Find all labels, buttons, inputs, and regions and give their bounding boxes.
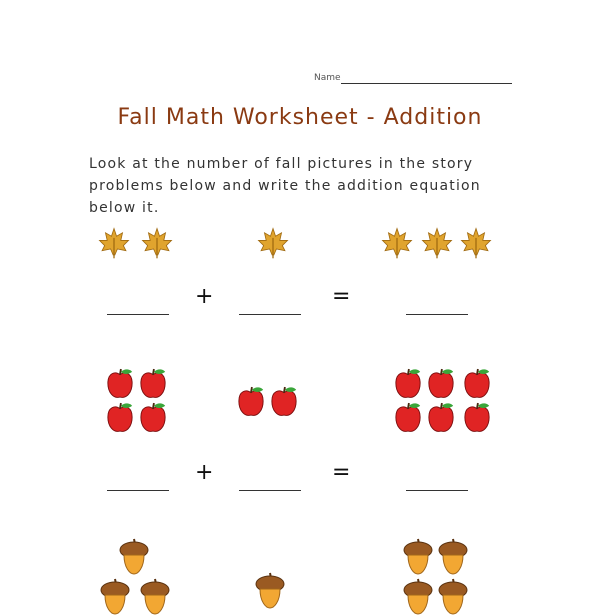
- plus-sign: +: [195, 284, 214, 309]
- apple-icon: [394, 401, 422, 435]
- acorn-icon: [437, 538, 469, 576]
- name-field[interactable]: [314, 73, 514, 87]
- name-line[interactable]: [341, 83, 512, 84]
- apple-icon: [237, 385, 265, 419]
- answer-blank[interactable]: [406, 314, 468, 315]
- answer-blank[interactable]: [239, 314, 301, 315]
- answer-blank[interactable]: [239, 490, 301, 491]
- apple-icon: [106, 401, 134, 435]
- apple-icon: [106, 367, 134, 401]
- answer-blank[interactable]: [107, 314, 169, 315]
- acorn-icon: [139, 578, 171, 616]
- equals-sign: =: [332, 284, 351, 309]
- maple-leaf-icon: [256, 226, 290, 260]
- acorn-icon: [402, 538, 434, 576]
- maple-leaf-icon: [459, 226, 493, 260]
- apple-icon: [139, 401, 167, 435]
- apple-icon: [270, 385, 298, 419]
- apple-icon: [139, 367, 167, 401]
- acorn-icon: [99, 578, 131, 616]
- maple-leaf-icon: [420, 226, 454, 260]
- apple-icon: [427, 367, 455, 401]
- apple-icon: [427, 401, 455, 435]
- acorn-icon: [118, 538, 150, 576]
- apple-icon: [394, 367, 422, 401]
- instructions: Look at the number of fall pictures in the story problems below and write the addition equation below it.: [89, 156, 481, 216]
- maple-leaf-icon: [380, 226, 414, 260]
- acorn-icon: [437, 578, 469, 616]
- apple-icon: [463, 367, 491, 401]
- equals-sign: =: [332, 460, 351, 485]
- answer-blank[interactable]: [107, 490, 169, 491]
- acorn-icon: [402, 578, 434, 616]
- plus-sign: +: [195, 460, 214, 485]
- maple-leaf-icon: [140, 226, 174, 260]
- page-title: Fall Math Worksheet - Addition: [117, 105, 483, 130]
- maple-leaf-icon: [97, 226, 131, 260]
- answer-blank[interactable]: [406, 490, 468, 491]
- name-label: Name: [314, 73, 341, 83]
- acorn-icon: [254, 572, 286, 610]
- apple-icon: [463, 401, 491, 435]
